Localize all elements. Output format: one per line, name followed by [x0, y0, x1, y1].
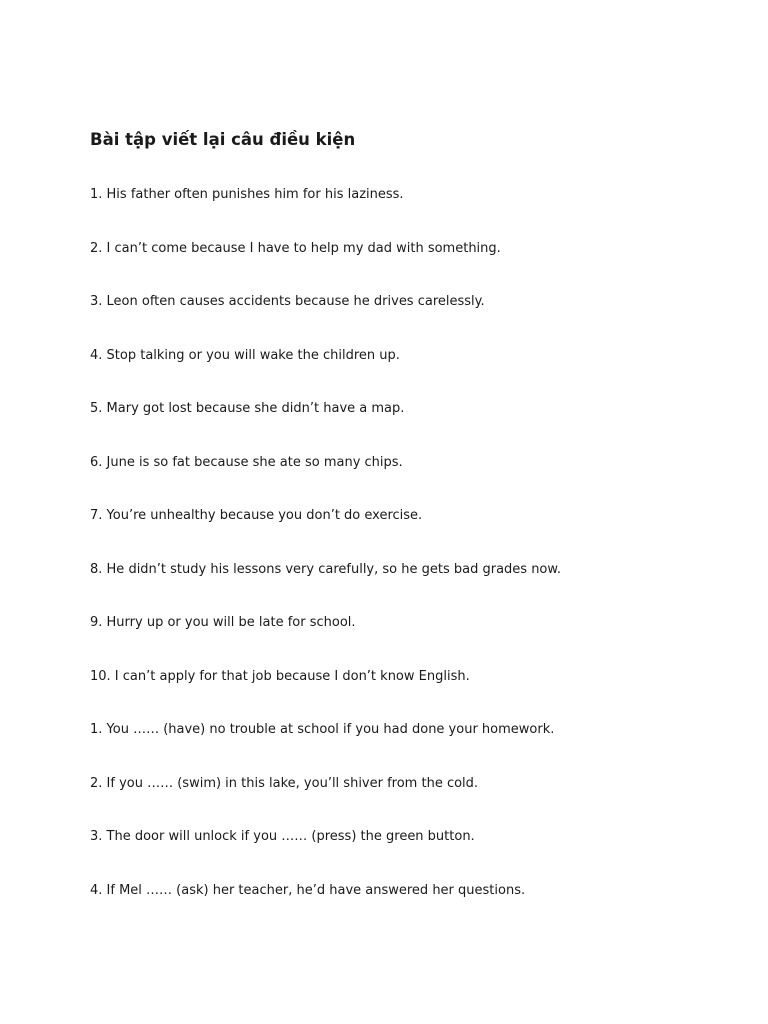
exercise-item: 1. His father often punishes him for his laziness. — [90, 187, 404, 202]
exercise-item: 9. Hurry up or you will be late for school. — [90, 615, 356, 630]
title-regular-part: điều kiện — [263, 130, 356, 149]
exercise-item: 2. If you …… (swim) in this lake, you’ll shiver from the cold. — [90, 775, 479, 791]
exercise-item: 3. Leon often causes accidents because he drives carelessly. — [90, 294, 485, 309]
exercise-item: 10. I can’t apply for that job because I don’t know English. — [90, 668, 470, 684]
exercise-item: 7. You’re unhealthy because you don’t do exercise. — [90, 508, 423, 523]
exercise-item: 2. I can’t come because I have to help my dad with something. — [90, 240, 501, 256]
exercise-list — [90, 185, 561, 934]
exercise-item: 5. Mary got lost because she didn’t have a map. — [90, 401, 405, 416]
document-title — [90, 129, 355, 151]
exercise-item: 8. He didn’t study his lessons very carefully, so he gets bad grades now. — [90, 561, 561, 577]
exercise-item: 6. June is so fat because she ate so many chips. — [90, 454, 403, 470]
exercise-item: 3. The door will unlock if you …… (press) the green button. — [90, 829, 475, 844]
exercise-item: 4. If Mel …… (ask) her teacher, he’d have answered her questions. — [90, 882, 526, 898]
exercise-item: 4. Stop talking or you will wake the children up. — [90, 347, 400, 363]
title-bold-part: Bài tập viết lại câu — [90, 130, 264, 149]
exercise-item: 1. You …… (have) no trouble at school if you had done your homework. — [90, 722, 555, 737]
